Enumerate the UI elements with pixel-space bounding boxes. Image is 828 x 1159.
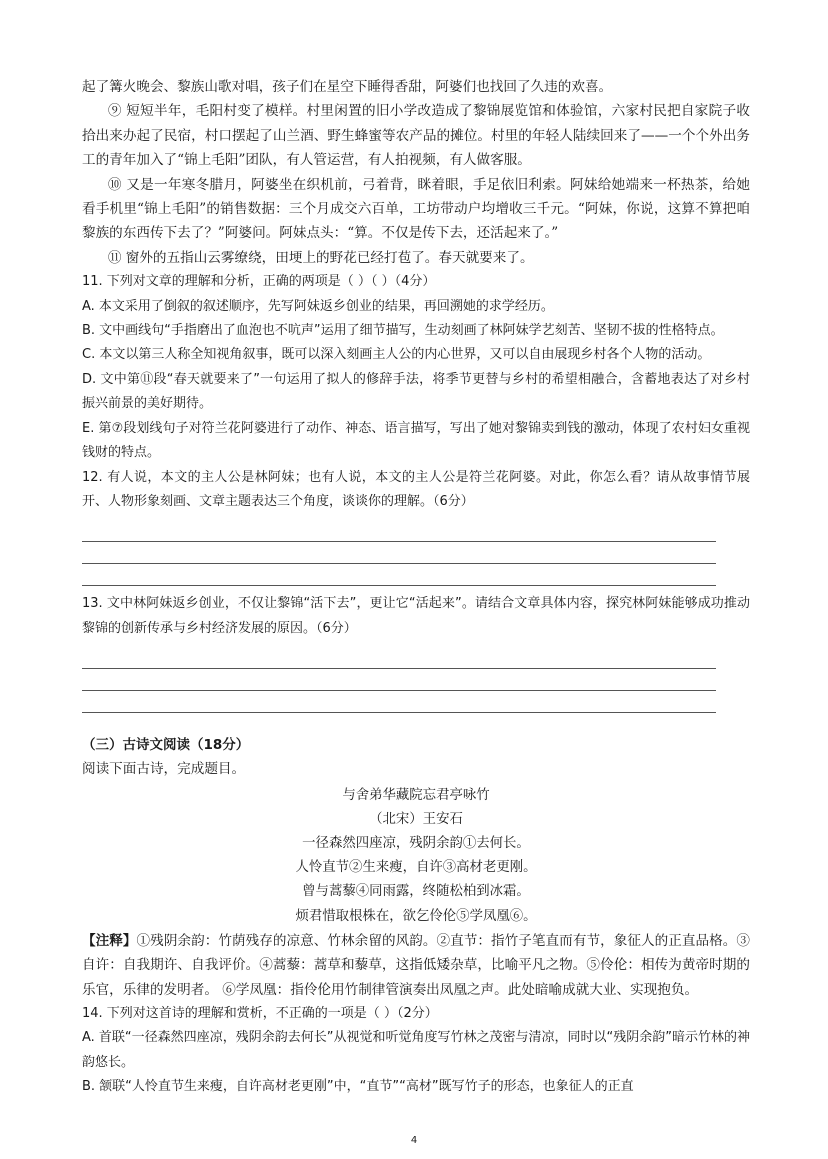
notes-label: 【注释】 [82, 932, 137, 949]
answer-line [82, 564, 716, 586]
notes-text: ①残阴余韵：竹荫残存的凉意、竹林余留的风韵。②直节：指竹子笔直而有节，象征人的正直品格。③自许：自我期许、自我评价。④蒿藜：蒿草和藜草，这指低矮杂草，比喻平凡之物。⑤伶伦：相传为黄帝时期的乐官，乐律的发明者。 ⑥学凤凰：指伶伦用竹制律管演奏出凤凰之声。此处暗喻成就大业、实现抱负。 [82, 932, 751, 998]
passage-paragraph-8-end: 起了篝火晚会、黎族山歌对唱，孩子们在星空下睡得香甜，阿婆们也找回了久违的欢喜。 [82, 79, 613, 95]
answer-line [82, 520, 716, 542]
question-11-option-a: A. 本文采用了倒叙的叙述顺序，先写阿妹返乡创业的结果，再回溯她的求学经历。 [82, 298, 554, 314]
poem-line: 人怜直节②生来瘦，自许③高材老更刚。 [295, 860, 537, 876]
question-11-option-d: D. 文中第⑪段“春天就要来了”一句运用了拟人的修辞手法，将季节更替与乡村的希望相融合，含蓄地表达了对乡村振兴前景的美好期待。 [82, 371, 750, 412]
poem-title: 与舍弟华藏院忘君亭咏竹 [342, 787, 490, 803]
question-12-stem: 12. 有人说，本文的主人公是林阿妹；也有人说，本文的主人公是符兰花阿婆。对此，你怎么看？请从故事情节展开、人物形象刻画、文章主题表达三个角度，谈谈你的理解。（6分） [82, 469, 750, 509]
answer-line [82, 669, 716, 691]
poem-line: 曾与蒿藜④同雨露，终随松柏到冰霜。 [302, 884, 530, 900]
passage-paragraph-9: ⑨ 短短半年，毛阳村变了模样。村里闲置的旧小学改造成了黎锦展览馆和体验馆，六家村民把自家院子收拾出来办起了民宿，村口摆起了山兰酒、野生蜂蜜等农产品的摊位。村里的年轻人陆续回来了——一个个外出务工的青年加入了“锦上毛阳”团队，有人管运营，有人拍视频，有人做客服。 [82, 103, 750, 169]
page-content [82, 75, 750, 1100]
question-11-option-c: C. 本文以第三人称全知视角叙事，既可以深入刻画主人公的内心世界，又可以自由展现乡村各个人物的活动。 [82, 347, 711, 363]
poem-line: 烦君惜取根株在，欲乞伶伦⑤学凤凰⑥。 [295, 908, 537, 924]
page-number: 4 [410, 1135, 418, 1146]
answer-line [82, 647, 716, 669]
question-11-option-b: B. 文中画线句“手指磨出了血泡也不吭声”运用了细节描写，生动刻画了林阿妹学艺刻苦、坚韧不拔的性格特点。 [82, 323, 724, 339]
answer-line [82, 691, 716, 713]
poem-line: 一径森然四座凉，残阴余韵①去何长。 [302, 835, 530, 851]
question-13-stem: 13. 文中林阿妹返乡创业，不仅让黎锦“活下去”，更让它“活起来”。请结合文章具体内容，探究林阿妹能够成功推动黎锦的创新传承与乡村经济发展的原因。（6分） [82, 596, 750, 636]
section-instruction: 阅读下面古诗，完成题目。 [82, 761, 246, 778]
question-14-option-b: B. 颔联“人怜直节生来瘦，自许高材老更刚”中，“直节”“高材”既写竹子的形态，也象征人的正直 [82, 1079, 634, 1095]
poem-notes [82, 929, 750, 1002]
poem-author: （北宋）王安石 [369, 811, 463, 827]
question-13-answer-area[interactable] [82, 647, 750, 713]
question-11-stem: 11. 下列对文章的理解和分析，正确的两项是（ ）（ ）（4分） [82, 274, 436, 290]
passage-paragraph-10: ⑩ 又是一年寒冬腊月，阿婆坐在织机前，弓着背，眯着眼，手足依旧利索。阿妹给她端来一杯热茶，给她看手机里“锦上毛阳”的销售数据：三个月成交六百单，工坊带动户均增收三千元。“阿妹，你说，这算不算把咱黎族的东西传下去了？”阿婆问。阿妹点头：“算。不仅是传下去，还活起来了。” [82, 176, 750, 242]
passage-paragraph-11: ⑪ 窗外的五指山云雾缭绕，田埂上的野花已经打苞了。春天就要来了。 [107, 249, 534, 266]
question-12-answer-area[interactable] [82, 520, 750, 586]
question-11-option-e: E. 第⑦段划线句子对符兰花阿婆进行了动作、神态、语言描写，写出了她对黎锦卖到钱的激动，体现了农村妇女重视钱财的特点。 [82, 420, 750, 461]
section-heading: （三）古诗文阅读（18分） [82, 737, 250, 754]
question-14-option-a: A. 首联“一径森然四座凉，残阴余韵去何长”从视觉和听觉角度写竹林之茂密与清凉，同时以“残阴余韵”暗示竹林的神韵悠长。 [82, 1030, 750, 1070]
question-14-stem: 14. 下列对这首诗的理解和赏析，不正确的一项是（ ）（2分） [82, 1005, 438, 1021]
answer-line [82, 542, 716, 564]
